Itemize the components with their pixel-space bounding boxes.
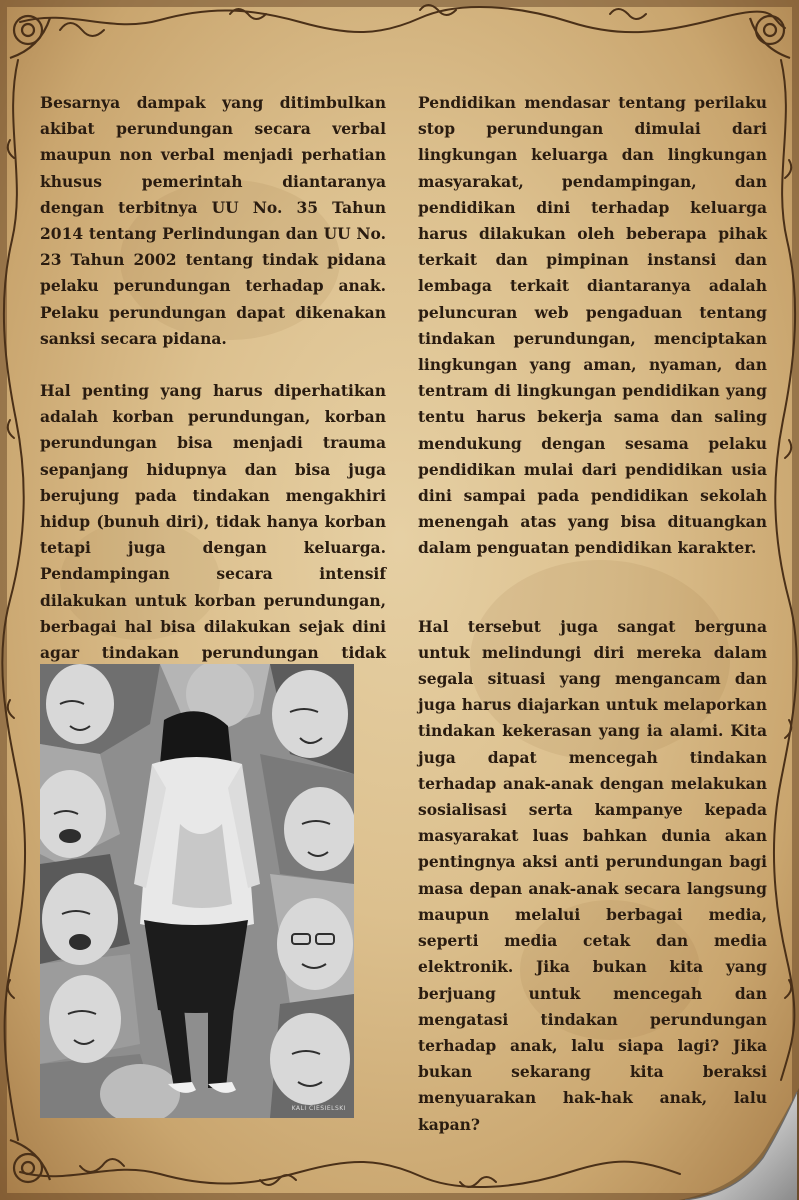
corner-flourish-top-left: [10, 16, 50, 58]
page-curl-icon[interactable]: [679, 1088, 799, 1200]
crowd-faces-artwork: [40, 664, 354, 1118]
ornament-bottom-border: [20, 1159, 680, 1187]
right-text-column: [418, 90, 767, 1138]
left-paragraph-1: Besarnya dampak yang ditimbulkan akibat perundungan secara verbal maupun non verbal menjadi perhatian khusus pemerintah diantaranya dengan terbitnya UU No. 35 Tahun 2014 tentang Perlindungan dan UU No. 23 Tahun 2002 tentang tindak pidana pelaku perundungan terhadap anak. Pelaku perundungan dapat dikenakan sanksi secara pidana.: [40, 93, 386, 348]
corner-flourish-top-right: [750, 16, 790, 58]
left-paragraph-2: Hal penting yang harus diperhatikan adalah korban perundungan, korban perundungan bisa menjadi trauma sepanjang hidupnya dan bisa juga berujung pada tindakan mengakhiri hidup (bunuh diri), tidak hanya korban tetapi juga dengan keluarga. Pendampingan secara intensif dilakukan untuk korban perundungan, berbagai hal bisa dilakukan sejak dini agar tindakan perundungan tidak: [40, 381, 386, 663]
right-paragraph-1: Pendidikan mendasar tentang perilaku stop perundungan dimulai dari lingkungan keluarga dan lingkungan masyarakat, pendampingan, dan pendidikan dini terhadap keluarga harus dilakukan oleh beberapa pihak terkait dan pimpinan instansi dan lembaga terkait diantaranya adalah peluncuran web pengaduan tentang tindakan perundungan, menciptakan lingkungan yang aman, nyaman, dan tentram di lingkungan pendidikan yang tentu harus bekerja sama dan saling mendukung dengan sesama pelaku pendidikan mulai dari pendidikan usia dini sampai pada pendidikan sekolah menengah atas yang bisa dituangkan dalam penguatan pendidikan karakter.: [418, 93, 767, 558]
bullying-illustration: [40, 664, 354, 1118]
ornament-top-border: [20, 5, 785, 36]
right-paragraph-2: Hal tersebut juga sangat berguna untuk melindungi diri mereka dalam segala situasi yang mengancam dan juga harus diajarkan untuk melaporkan tindakan kekerasan yang ia alami. Kita juga dapat mencegah tindakan terhadap anak-anak dengan melakukan sosialisasi serta kampanye kepada masyarakat luas bahkan dunia akan pentingnya aksi anti perundungan bagi masa depan anak-anak secara langsung maupun melalui berbagai media, seperti media cetak dan media elektronik. Jika bukan kita yang berjuang untuk mencegah dan mengatasi tindakan perundungan terhadap anak, lalu siapa lagi? Jika bukan sekarang kita beraksi menyuarakan hak-hak anak, lalu kapan?: [418, 616, 767, 1134]
left-text-column: [40, 90, 386, 692]
illustration-credit: KALI CIESIELSKI: [291, 1105, 346, 1112]
